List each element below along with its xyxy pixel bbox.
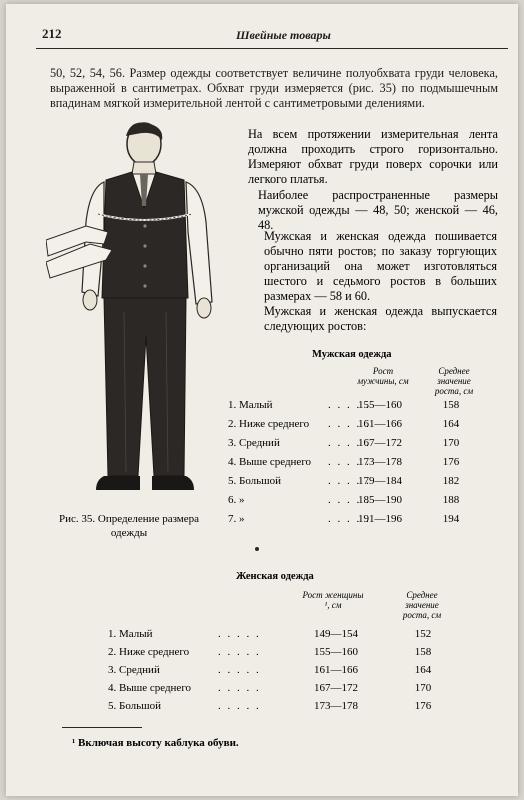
table-row xyxy=(228,475,488,491)
table-row xyxy=(228,513,488,529)
height-category-label: 5. Большой xyxy=(108,700,162,712)
height-category-label: 3. Средний xyxy=(228,437,280,449)
table-row xyxy=(228,399,488,415)
women-col-avg-header: Среднее значение роста, см xyxy=(402,590,442,620)
average-height: 158 xyxy=(442,399,460,411)
footnote-rule xyxy=(62,727,142,728)
table-row xyxy=(108,700,458,716)
height-category-label: 5. Большой xyxy=(228,475,282,487)
leader-dots: . . . . . xyxy=(328,437,371,449)
leader-dots: . . . . . xyxy=(328,513,371,525)
paragraph-4: Мужская и женская одежда пошивается обычно пяти ростов; по заказу торгующих организаций она может изготовляться шестого и седьмого ростов в больших размерах — 58 и 60. xyxy=(264,229,497,303)
height-category-label: 1. Малый xyxy=(108,628,153,640)
height-range: 155—160 xyxy=(358,399,402,411)
leader-dots: . . . . . xyxy=(218,646,261,658)
average-height: 152 xyxy=(414,628,432,640)
table-row xyxy=(228,418,488,434)
header-rule xyxy=(36,48,508,49)
leader-dots: . . . . . xyxy=(328,399,371,411)
men-table-title: Мужская одежда xyxy=(312,349,392,360)
height-category-label: 4. Выше среднего xyxy=(108,682,192,694)
leader-dots: . . . . . xyxy=(218,628,261,640)
height-range: 155—160 xyxy=(314,646,358,658)
table-row xyxy=(108,646,458,662)
average-height: 170 xyxy=(414,682,432,694)
average-height: 170 xyxy=(442,437,460,449)
leader-dots: . . . . . xyxy=(328,475,371,487)
leader-dots: . . . . . xyxy=(218,700,261,712)
average-height: 176 xyxy=(442,456,460,468)
height-range: 161—166 xyxy=(358,418,402,430)
average-height: 182 xyxy=(442,475,460,487)
height-range: 179—184 xyxy=(358,475,402,487)
leader-dots: . . . . . xyxy=(328,456,371,468)
table-row xyxy=(108,664,458,680)
page-number: 212 xyxy=(42,26,62,41)
height-range: 173—178 xyxy=(358,456,402,468)
table-row xyxy=(108,628,458,644)
leader-dots: . . . . . xyxy=(218,682,261,694)
section-separator xyxy=(255,547,259,551)
paragraph-5: Мужская и женская одежда выпускается следующих ростов: xyxy=(264,304,497,333)
height-category-label: 1. Малый xyxy=(228,399,273,411)
leader-dots: . . . . . xyxy=(218,664,261,676)
height-category-label: 2. Ниже среднего xyxy=(108,646,190,658)
leader-dots: . . . . . xyxy=(328,418,371,430)
height-range: 167—172 xyxy=(358,437,402,449)
leader-dots: . . . . . xyxy=(328,494,371,506)
man-figure-illustration xyxy=(46,122,246,514)
height-category-label: 7. » xyxy=(228,513,245,525)
height-category-label: 6. » xyxy=(228,494,245,506)
height-range: 173—178 xyxy=(314,700,358,712)
height-range: 167—172 xyxy=(314,682,358,694)
paragraph-1: 50, 52, 54, 56. Размер одежды соответствует величине полуобхвата груди человека, выраженной в сантиметрах. Обхват груди измеряется (рис. 35) по подмышечным впадинам мягкой измерительной лентой с сантиметровыми делениями. xyxy=(50,66,498,110)
paragraph-3: Наиболее распространенные размеры мужской одежды — 48, 50; женской — 46, 48. xyxy=(258,188,498,232)
height-category-label: 3. Средний xyxy=(108,664,160,676)
footnote: ¹ Включая высоту каблука обуви. xyxy=(72,737,239,749)
average-height: 164 xyxy=(442,418,460,430)
average-height: 176 xyxy=(414,700,432,712)
height-category-label: 4. Выше среднего xyxy=(228,456,312,468)
women-table-title: Женская одежда xyxy=(236,571,314,582)
men-col-height-header: Рост мужчины, см xyxy=(357,366,409,386)
height-category-label: 2. Ниже среднего xyxy=(228,418,310,430)
height-range: 185—190 xyxy=(358,494,402,506)
table-row xyxy=(228,437,488,453)
table-row xyxy=(228,494,488,510)
average-height: 188 xyxy=(442,494,460,506)
table-row xyxy=(108,682,458,698)
average-height: 158 xyxy=(414,646,432,658)
women-col-height-header: Рост женщины ¹, см xyxy=(302,590,364,610)
table-row xyxy=(228,456,488,472)
men-col-avg-header: Среднее значение роста, см xyxy=(434,366,474,396)
height-range: 161—166 xyxy=(314,664,358,676)
paragraph-2: На всем протяжении измерительная лента должна проходить строго горизонтально. Измеряют обхват груди поверх сорочки или легкого платья. xyxy=(248,127,498,186)
average-height: 194 xyxy=(442,513,460,525)
average-height: 164 xyxy=(414,664,432,676)
running-title: Швейные товары xyxy=(236,28,331,42)
figure-caption: Рис. 35. Определение размера одежды xyxy=(58,513,199,539)
height-range: 191—196 xyxy=(358,513,402,525)
height-range: 149—154 xyxy=(314,628,358,640)
